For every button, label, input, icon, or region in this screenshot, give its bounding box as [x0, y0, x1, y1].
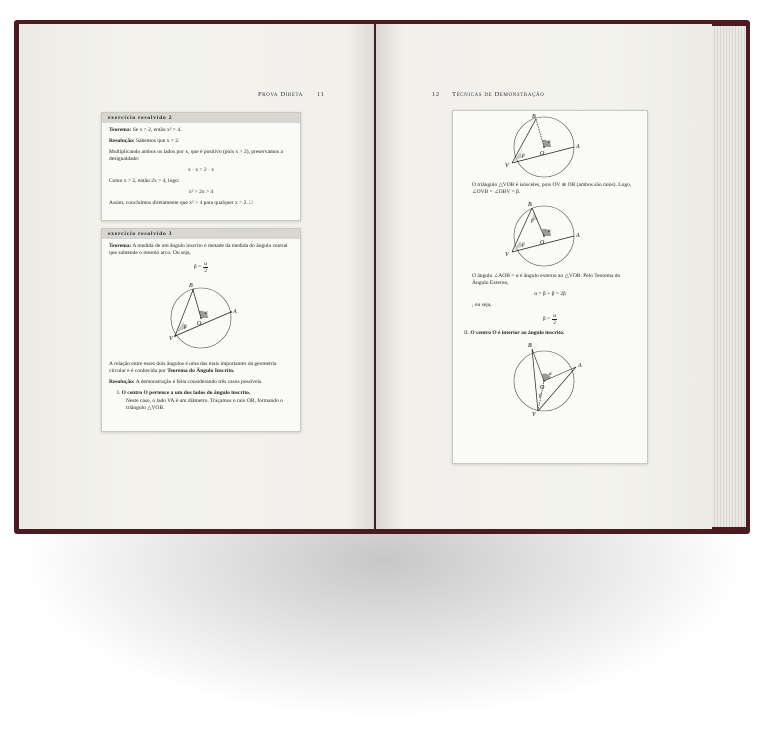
right-para-2: O ângulo ∠AOB = α é ângulo externo ao △VOB. Pelo Teorema do Ângulo Externo, — [472, 273, 621, 286]
left-page — [19, 24, 374, 529]
svg-text:β: β — [531, 219, 534, 224]
right-para-3: , ou seja, — [472, 302, 492, 308]
right-page — [376, 24, 712, 529]
svg-text:α: α — [548, 140, 551, 145]
svg-text:O: O — [540, 240, 545, 246]
inscribed-angle-figure-1 — [109, 278, 293, 358]
exercise-2-para3: Assim, concluímos diretamente que x² > 4 para qualquer x > 2. □ — [109, 200, 253, 206]
svg-text:O: O — [540, 151, 545, 157]
right-eq-1: α = β + β = 2β — [534, 291, 566, 297]
svg-text:V: V — [532, 412, 536, 417]
svg-text:A: A — [578, 363, 582, 369]
exercise-3-theorem: Teorema: A medida de um ângulo inscrito é metade da medida do ângulo central que subtende o mesmo arco. Ou seja, — [109, 243, 288, 256]
label-alpha: α — [205, 311, 208, 316]
svg-text:B: B — [528, 202, 532, 208]
right-para-1: O triângulo △VOB é isósceles, pois OV ≅ OB (ambos são raios). Logo, ∠OVB = ∠OBV = β. — [472, 182, 632, 195]
right-header-title: Técnicas de Demonstração — [452, 91, 545, 98]
right-equation-beta: β = $\frac{\alpha}{2}$ — [542, 313, 557, 326]
inscribed-angle-figure-4 — [460, 341, 640, 417]
svg-text:V: V — [505, 252, 509, 258]
svg-text:β: β — [522, 243, 525, 248]
inscribed-angle-figure-2 — [460, 113, 640, 179]
svg-text:β: β — [522, 154, 525, 159]
svg-text:β: β — [539, 394, 542, 399]
exercise-2-eq2: x² > 2x > 4 — [188, 189, 214, 195]
svg-text:O: O — [540, 385, 545, 391]
exercise-2-box — [101, 112, 301, 221]
svg-text:B: B — [528, 343, 532, 349]
exercise-3-resolution: Resolução: A demonstração é feita considerando três casos possíveis. — [109, 379, 263, 385]
svg-text:V: V — [505, 163, 509, 169]
svg-text:α: α — [548, 229, 551, 234]
label-b: B — [189, 283, 193, 289]
continuation-box — [452, 110, 648, 464]
svg-text:B: B — [532, 114, 536, 120]
exercise-2-para2: Como x > 2, então 2x > 4, logo: — [109, 178, 180, 184]
svg-text:A: A — [576, 233, 580, 239]
right-case-2-title: II. O centro O é interior ao ângulo inscrito. — [464, 330, 565, 336]
exercise-2-title: exercício resolvido 2 — [102, 113, 300, 123]
svg-text:α: α — [549, 372, 552, 377]
left-header-page-number: 11 — [317, 91, 325, 98]
label-a: A — [233, 309, 237, 315]
exercise-2-resolution: Resolução: Sabemos que x > 2. — [109, 138, 180, 144]
right-header-page-number: 12 — [432, 91, 440, 98]
book-shadow — [20, 520, 748, 720]
inscribed-angle-figure-3 — [460, 200, 640, 270]
page-edges — [712, 26, 746, 527]
exercise-3-relation: A relação entre esses dois ângulos é uma das mais importantes da geometria circular e é conhecida por Teorema do Ângulo Inscrito. — [109, 361, 277, 374]
svg-text:A: A — [576, 144, 580, 150]
exercise-2-para1: Multiplicando ambos os lados por x, que é positivo (pois x > 2), preservamos a desigualdade: — [109, 149, 283, 162]
label-beta: β — [184, 325, 187, 330]
exercise-2-theorem: Teorema: Se x > 2, então x² > 4. — [109, 127, 182, 133]
label-o: O — [197, 321, 202, 327]
exercise-3-title: exercício resolvido 3 — [102, 229, 300, 239]
exercise-3-box — [101, 228, 301, 432]
exercise-3-case1-title: I. O centro O pertence a um dos lados do ângulo inscrito. — [117, 390, 251, 396]
exercise-3-case1-text: Neste caso, o lado VA é um diâmetro. Traçamos o raio OB, formando o triângulo △VOB. — [126, 398, 283, 411]
left-header-title: Prova Direta — [258, 91, 303, 98]
exercise-3-equation: β = $\frac{\alpha}{2}$ — [193, 261, 208, 274]
label-v: V — [169, 336, 173, 342]
exercise-2-eq1: x · x > 2 · x — [187, 167, 214, 173]
